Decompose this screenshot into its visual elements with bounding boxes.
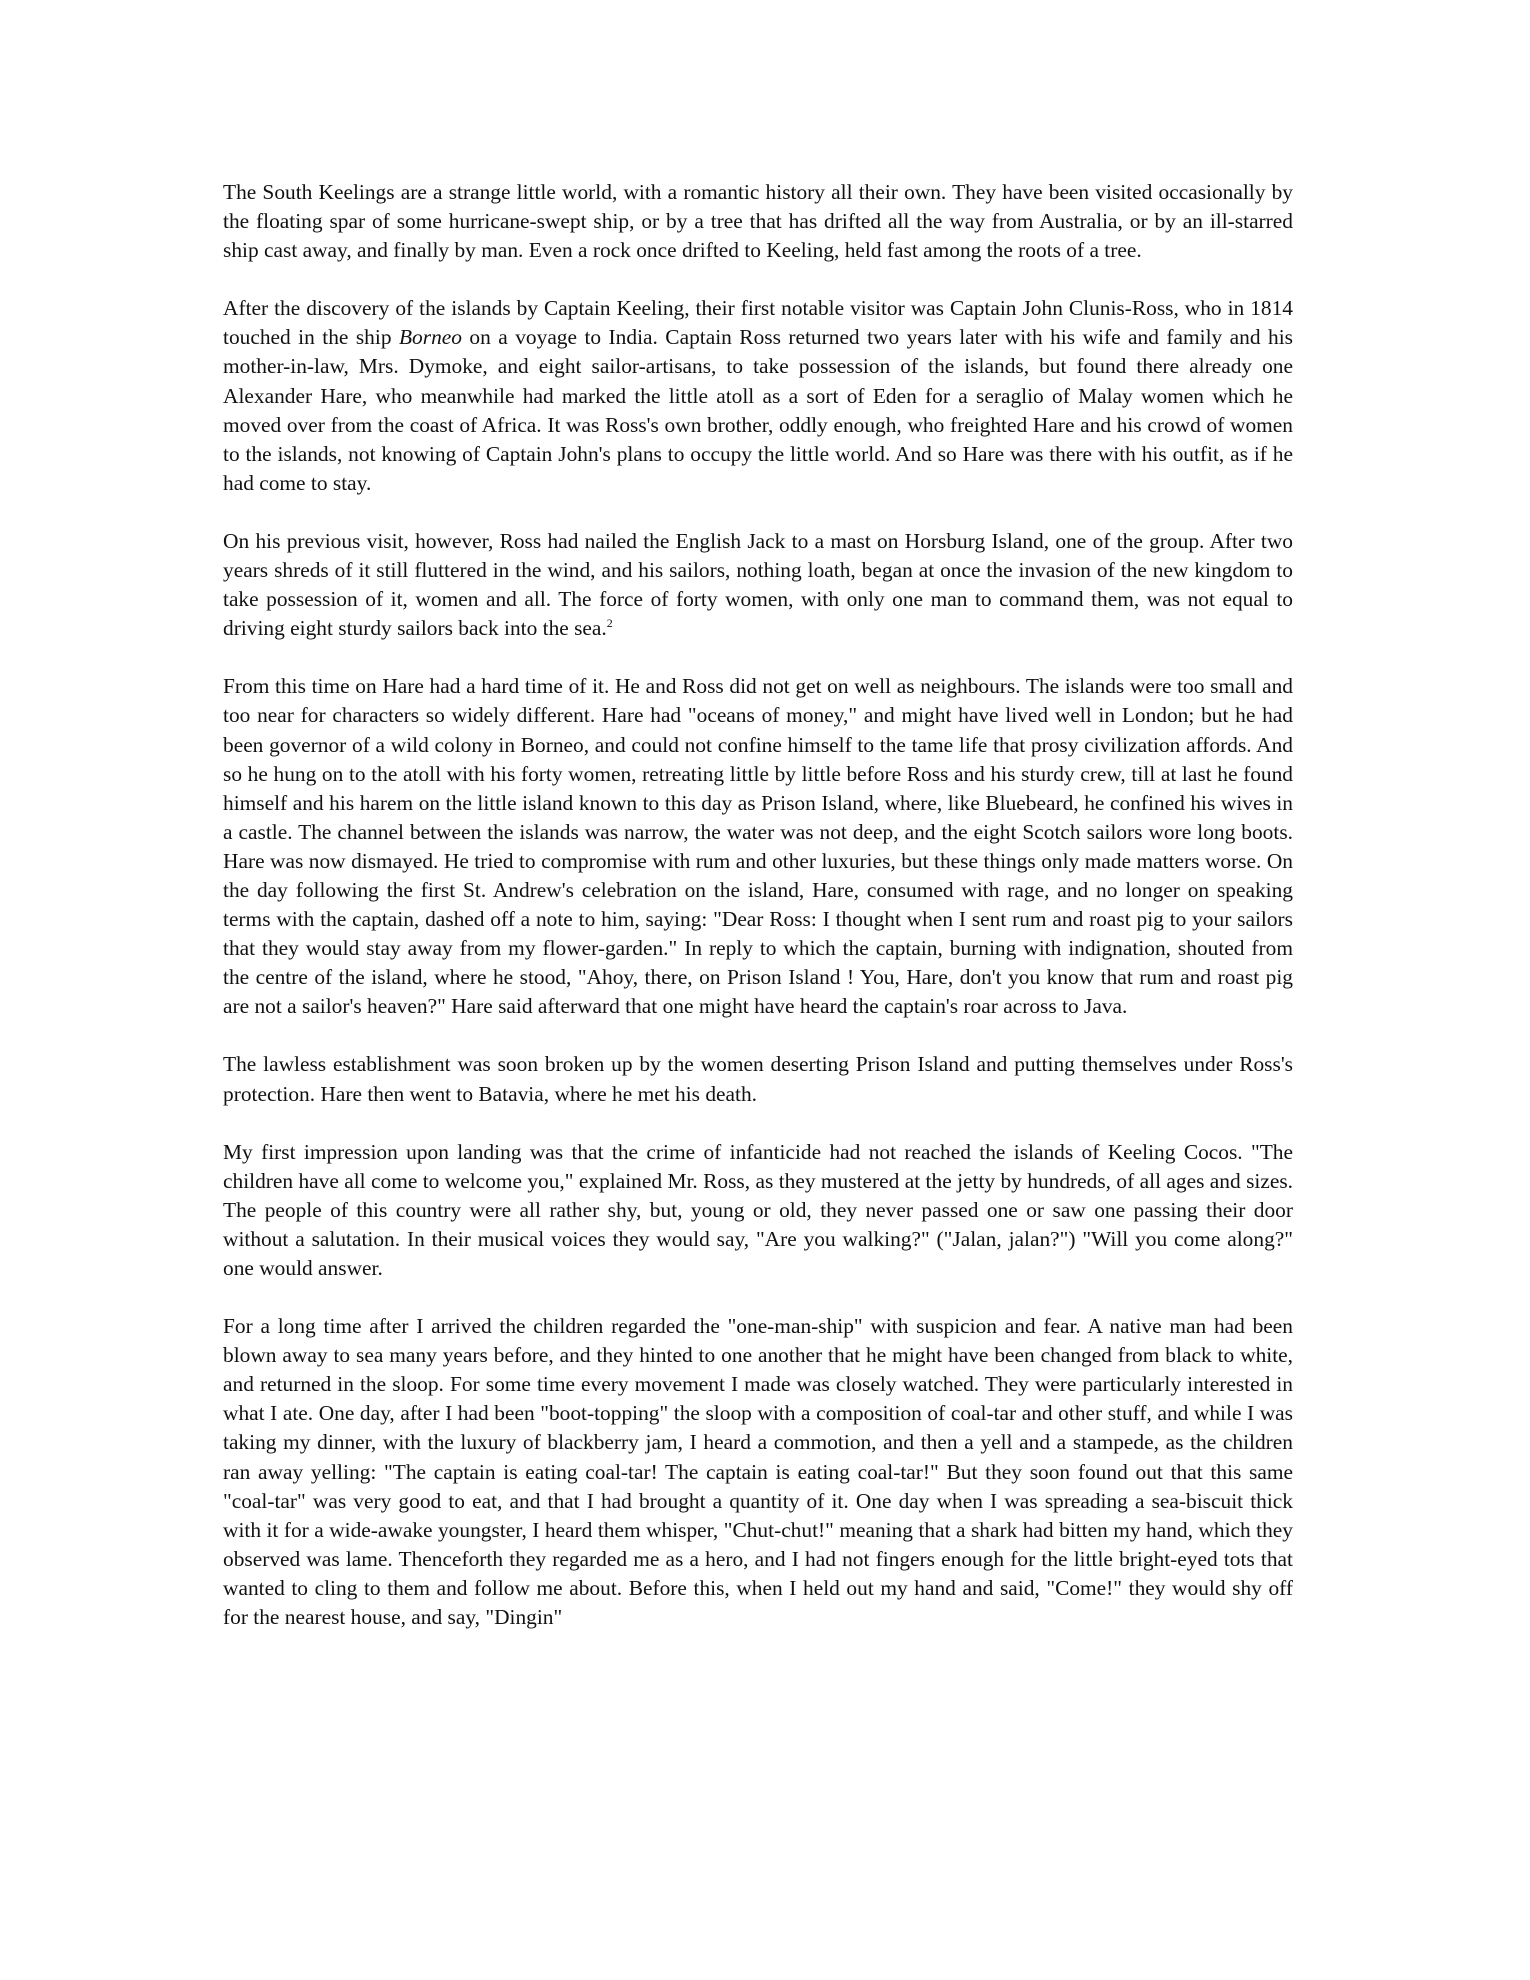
paragraph-lawless-establishment: The lawless establishment was soon broken up by the women deserting Prison Island and putting themselves under Ross's protection. Hare then went to Batavia, where he met his death. bbox=[223, 1052, 1293, 1106]
paragraph-first-impression: My first impression upon landing was that the crime of infanticide had not reached the islands of Keeling Cocos. "The children have all come to welcome you," explained Mr. Ross, as they mustered at the jetty by hundreds, of all ages and sizes. The people of this country were all rather shy, but, young or old, they never passed one or saw one passing their door without a salutation. In their musical voices they would say, "Are you walking?" ("Jalan, jalan?") "Will you come along?" one would answer. bbox=[223, 1139, 1293, 1280]
document-page bbox=[223, 178, 1293, 1632]
paragraph-south-keelings: The South Keelings are a strange little world, with a romantic history all their own. They have been visited occasionally by the floating spar of some hurricane-swept ship, or by a tree that has drifted all the way from Australia, or by an ill-starred ship cast away, and finally by man. Even a rock once drifted to Keeling, held fast among the roots of a tree. bbox=[223, 180, 1293, 263]
footnote-marker: 2 bbox=[606, 616, 613, 631]
paragraph-text: On his previous visit, however, Ross had nailed the English Jack to a mast on Horsburg Island, one of the group. After two years shreds of it still fluttered in the wind, and his sailors, nothing loath, began at once the invasion of the new kingdom to take possession of it, women and all. The force of forty women, with only one man to command them, was not equal to driving eight sturdy sailors back into the sea. bbox=[223, 528, 1293, 641]
paragraph-captain-ross-arrival bbox=[223, 294, 1293, 498]
ship-name-italic: Borneo bbox=[398, 325, 462, 350]
paragraph-text: on a voyage to India. Captain Ross returned two years later with his wife and family and his mother-in-law, Mrs. Dymoke, and eight sailor-artisans, to take possession of the islands, but found there already one Alexander Hare, who meanwhile had marked the little atoll as a sort of Eden for a seraglio of Malay women which he moved over from the coast of Africa. It was Ross's own brother, oddly enough, who freighted Hare and his crowd of women to the islands, not knowing of Captain John's plans to occupy the little world. And so Hare was there with his outfit, as if he had come to stay. bbox=[223, 325, 1293, 495]
paragraph-english-jack bbox=[223, 527, 1293, 643]
paragraph-one-man-ship: For a long time after I arrived the children regarded the "one-man-ship" with suspicion and fear. A native man had been blown away to sea many years before, and they hinted to one another that he might have been changed from black to white, and returned in the sloop. For some time every movement I made was closely watched. They were particularly interested in what I ate. One day, after I had been "boot-topping" the sloop with a composition of coal-tar and other stuff, and while I was taking my dinner, with the luxury of blackberry jam, I heard a commotion, and then a yell and a stampede, as the children ran away yelling: "The captain is eating coal-tar! The captain is eating coal-tar!" But they soon found out that this same "coal-tar" was very good to eat, and that I had brought a quantity of it. One day when I was spreading a sea-biscuit thick with it for a wide-awake youngster, I heard them whisper, "Chut-chut!" meaning that a shark had bitten my hand, which they observed was lame. Thenceforth they regarded me as a hero, and I had not fingers enough for the little bright-eyed tots that wanted to cling to them and follow me about. Before this, when I held out my hand and said, "Come!" they would shy off for the nearest house, and say, "Dingin" bbox=[223, 1314, 1293, 1630]
paragraph-text: After the discovery of the islands by Captain Keeling, their first notable visitor was Captain John Clunis-Ross, who in 1814 touched in the ship bbox=[223, 296, 1293, 350]
paragraph-hare-hard-time: From this time on Hare had a hard time of it. He and Ross did not get on well as neighbours. The islands were too small and too near for characters so widely different. Hare had "oceans of money," and might have lived well in London; but he had been governor of a wild colony in Borneo, and could not confine himself to the tame life that prosy civilization affords. And so he hung on to the atoll with his forty women, retreating little by little before Ross and his sturdy crew, till at last he found himself and his harem on the little island known to this day as Prison Island, where, like Bluebeard, he confined his wives in a castle. The channel between the islands was narrow, the water was not deep, and the eight Scotch sailors wore long boots. Hare was now dismayed. He tried to compromise with rum and other luxuries, but these things only made matters worse. On the day following the first St. Andrew's celebration on the island, Hare, consumed with rage, and no longer on speaking terms with the captain, dashed off a note to him, saying: "Dear Ross: I thought when I sent rum and roast pig to your sailors that they would stay away from my flower-garden." In reply to which the captain, burning with indignation, shouted from the centre of the island, where he stood, "Ahoy, there, on Prison Island ! You, Hare, don't you know that rum and roast pig are not a sailor's heaven?" Hare said afterward that one might have heard the captain's roar across to Java. bbox=[223, 674, 1293, 1019]
